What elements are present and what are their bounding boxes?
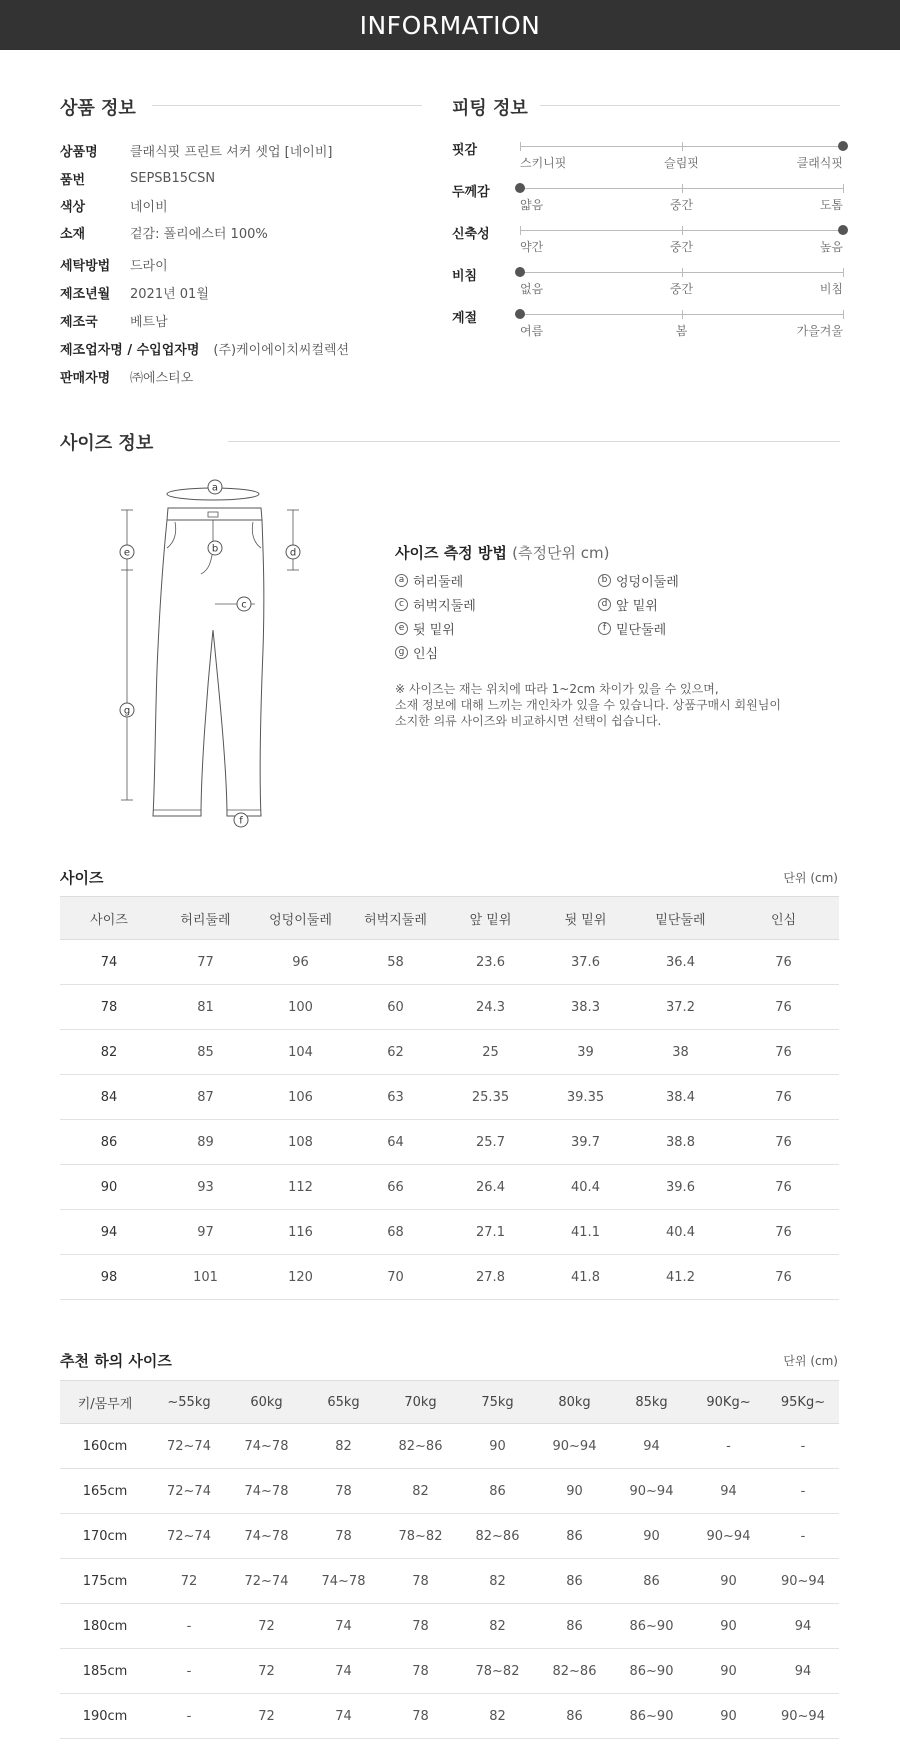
column-header: 뒷 밑위 <box>538 897 633 940</box>
table-cell: 165cm <box>60 1469 150 1514</box>
table-cell: 94 <box>60 1210 158 1255</box>
table-cell: 82 <box>305 1424 382 1469</box>
table-cell: 39.35 <box>538 1075 633 1120</box>
table-cell: 78 <box>382 1649 459 1694</box>
product-info-row <box>60 338 349 358</box>
size-info-title: 사이즈 정보 <box>60 433 154 454</box>
table-cell: 86~90 <box>613 1694 690 1739</box>
table-cell: 40.4 <box>538 1165 633 1210</box>
table-cell: 98 <box>60 1255 158 1300</box>
column-header: 75kg <box>459 1381 536 1424</box>
table-cell: 82 <box>459 1559 536 1604</box>
table-cell: 90 <box>690 1604 767 1649</box>
table-cell: - <box>767 1469 839 1514</box>
table-cell: 78 <box>60 985 158 1030</box>
measure-item-b <box>598 571 679 590</box>
table-cell: 74 <box>60 940 158 985</box>
column-header: 사이즈 <box>60 897 158 940</box>
product-info-value: 네이비 <box>130 199 168 215</box>
table-cell: 86~90 <box>613 1649 690 1694</box>
note-line: 소지한 의류 사이즈와 비교하시면 선택이 쉽습니다. <box>395 714 662 728</box>
table-cell: 86 <box>536 1514 613 1559</box>
marker-a <box>208 480 222 494</box>
product-info-value: SEPSB15CSN <box>130 170 216 186</box>
fitting-track <box>520 314 843 315</box>
product-info-label: 제조업자명 / 수입업자명 <box>60 342 200 358</box>
table-row <box>60 1694 839 1739</box>
table-cell: 72~74 <box>150 1514 228 1559</box>
table-cell: 72 <box>228 1649 305 1694</box>
table-cell: 78 <box>305 1469 382 1514</box>
table-cell: 96 <box>253 940 348 985</box>
column-header: 65kg <box>305 1381 382 1424</box>
fitting-option-label: 스키니핏 <box>520 156 567 170</box>
column-header: 앞 밑위 <box>443 897 538 940</box>
table-cell: 41.2 <box>633 1255 728 1300</box>
table-cell: 100 <box>253 985 348 1030</box>
table-cell: 78 <box>382 1604 459 1649</box>
table-cell: 74 <box>305 1694 382 1739</box>
table-cell: - <box>150 1649 228 1694</box>
table-cell: 25.35 <box>443 1075 538 1120</box>
table-cell: 90 <box>536 1469 613 1514</box>
measure-item-g <box>395 643 438 662</box>
product-info-value: 클래식핏 프린트 셔커 셋업 [네이비] <box>130 144 333 160</box>
measure-label: 밑단둘레 <box>616 623 667 638</box>
rec-table-unit: 단위 (cm) <box>783 1354 838 1368</box>
measure-item-d <box>598 595 658 614</box>
table-cell: 60 <box>348 985 443 1030</box>
fitting-tick <box>843 268 844 277</box>
column-header: ~55kg <box>150 1381 228 1424</box>
table-cell: 78 <box>305 1514 382 1559</box>
table-row <box>60 1255 839 1300</box>
pants-diagram <box>115 470 315 840</box>
product-info-divider <box>152 105 422 106</box>
table-cell: 72 <box>228 1604 305 1649</box>
table-cell: 82~86 <box>382 1424 459 1469</box>
fitting-option-label: 중간 <box>669 282 694 296</box>
marker-b-label: b <box>211 543 219 555</box>
table-cell: 106 <box>253 1075 348 1120</box>
product-info-value: 드라이 <box>130 258 168 274</box>
table-cell: 90 <box>459 1424 536 1469</box>
fitting-track <box>520 230 843 231</box>
table-row <box>60 985 839 1030</box>
fitting-option-label: 약간 <box>520 240 544 254</box>
table-row <box>60 940 839 985</box>
fitting-track <box>520 146 843 147</box>
fitting-level-marker <box>515 309 525 319</box>
column-header: 70kg <box>382 1381 459 1424</box>
measure-label: 엉덩이둘레 <box>616 575 679 590</box>
table-cell: 90 <box>690 1649 767 1694</box>
table-cell: 94 <box>690 1469 767 1514</box>
table-cell: 82~86 <box>459 1514 536 1559</box>
marker-a-label: a <box>211 482 219 494</box>
table-cell: 36.4 <box>633 940 728 985</box>
measure-title <box>395 542 609 563</box>
column-header: 60kg <box>228 1381 305 1424</box>
table-cell: 37.6 <box>538 940 633 985</box>
fitting-option-label: 클래식핏 <box>796 156 843 170</box>
table-cell: 38.8 <box>633 1120 728 1165</box>
table-cell: 86 <box>536 1559 613 1604</box>
marker-c <box>237 597 251 611</box>
table-cell: 68 <box>348 1210 443 1255</box>
product-info-row <box>60 195 168 215</box>
fitting-label: 비침 <box>452 269 478 284</box>
product-info-title: 상품 정보 <box>60 98 136 119</box>
size-table-header-row <box>60 897 839 940</box>
table-cell: 74~78 <box>305 1559 382 1604</box>
table-cell: 39 <box>538 1030 633 1075</box>
product-info-label: 제조년월 <box>60 286 111 302</box>
table-cell: 58 <box>348 940 443 985</box>
marker-g-label: g <box>123 705 131 717</box>
product-info-row <box>60 222 268 242</box>
table-cell: 72~74 <box>228 1559 305 1604</box>
table-row <box>60 1469 839 1514</box>
table-cell: 86~90 <box>613 1604 690 1649</box>
table-cell: 78 <box>382 1694 459 1739</box>
table-cell: 74~78 <box>228 1469 305 1514</box>
table-cell: 90 <box>613 1514 690 1559</box>
table-cell: 26.4 <box>443 1165 538 1210</box>
table-cell: 82 <box>459 1604 536 1649</box>
table-cell: 66 <box>348 1165 443 1210</box>
column-header: 인심 <box>728 897 839 940</box>
table-row <box>60 1165 839 1210</box>
table-cell: 94 <box>767 1604 839 1649</box>
table-cell: 37.2 <box>633 985 728 1030</box>
table-cell: 76 <box>728 940 839 985</box>
table-cell: 97 <box>158 1210 253 1255</box>
product-info-label: 상품명 <box>60 144 98 160</box>
table-cell: 72~74 <box>150 1424 228 1469</box>
table-cell: - <box>767 1514 839 1559</box>
table-row <box>60 1604 839 1649</box>
fitting-level-marker <box>838 225 848 235</box>
table-cell: 72~74 <box>150 1469 228 1514</box>
product-info-value: 겉감: 폴리에스터 100% <box>130 226 268 242</box>
fitting-option-label: 가을겨울 <box>796 324 843 338</box>
table-cell: 38.3 <box>538 985 633 1030</box>
table-cell: 90~94 <box>690 1514 767 1559</box>
measure-label: 앞 밑위 <box>616 599 658 614</box>
table-cell: - <box>690 1424 767 1469</box>
fitting-option-label: 높음 <box>819 240 843 254</box>
table-cell: 76 <box>728 1210 839 1255</box>
measure-item-c <box>395 595 476 614</box>
fitting-option-label: 도톰 <box>819 198 843 212</box>
table-cell: 86 <box>613 1559 690 1604</box>
table-cell: 185cm <box>60 1649 150 1694</box>
table-cell: 104 <box>253 1030 348 1075</box>
table-cell: 101 <box>158 1255 253 1300</box>
table-row <box>60 1210 839 1255</box>
fitting-tick <box>520 226 521 235</box>
fitting-option-label: 비침 <box>819 282 843 296</box>
table-cell: 72 <box>228 1694 305 1739</box>
table-cell: 38.4 <box>633 1075 728 1120</box>
table-cell: - <box>150 1604 228 1649</box>
fitting-track <box>520 272 843 273</box>
table-cell: 76 <box>728 985 839 1030</box>
measure-marker: g <box>395 646 408 659</box>
table-cell: 112 <box>253 1165 348 1210</box>
marker-c-label: c <box>241 599 247 611</box>
table-cell: 108 <box>253 1120 348 1165</box>
table-cell: 90~94 <box>536 1424 613 1469</box>
table-cell: 90~94 <box>613 1469 690 1514</box>
fitting-level-marker <box>838 141 848 151</box>
table-cell: 39.7 <box>538 1120 633 1165</box>
column-header: 엉덩이둘레 <box>253 897 348 940</box>
size-info-divider <box>228 441 840 442</box>
table-cell: 90 <box>690 1694 767 1739</box>
measure-item-e <box>395 619 455 638</box>
product-info-value: (주)케이에이치씨컬렉션 <box>213 342 350 358</box>
table-cell: 63 <box>348 1075 443 1120</box>
table-cell: 78~82 <box>382 1514 459 1559</box>
table-cell: 38 <box>633 1030 728 1075</box>
measure-item-f <box>598 619 666 638</box>
table-cell: 76 <box>728 1030 839 1075</box>
column-header: 95Kg~ <box>767 1381 839 1424</box>
table-cell: - <box>767 1424 839 1469</box>
product-info-label: 색상 <box>60 199 86 215</box>
table-cell: 86 <box>459 1469 536 1514</box>
table-cell: 82 <box>382 1469 459 1514</box>
table-cell: 77 <box>158 940 253 985</box>
table-cell: 27.8 <box>443 1255 538 1300</box>
table-cell: 23.6 <box>443 940 538 985</box>
table-cell: 82~86 <box>536 1649 613 1694</box>
column-header: 허벅지둘레 <box>348 897 443 940</box>
measure-label: 인심 <box>413 647 439 662</box>
rec-table-header-row <box>60 1381 839 1424</box>
table-cell: 40.4 <box>633 1210 728 1255</box>
table-row <box>60 1514 839 1559</box>
measure-marker: e <box>395 622 408 635</box>
fitting-tick <box>520 142 521 151</box>
size-table-unit: 단위 (cm) <box>783 871 838 885</box>
product-info-row <box>60 254 168 274</box>
table-cell: 86 <box>536 1694 613 1739</box>
marker-d <box>286 545 300 559</box>
table-cell: 180cm <box>60 1604 150 1649</box>
table-cell: 82 <box>459 1694 536 1739</box>
fitting-info-title: 피팅 정보 <box>452 98 528 119</box>
table-cell: 170cm <box>60 1514 150 1559</box>
fitting-label: 핏감 <box>452 143 478 158</box>
product-info-value: ㈜에스티오 <box>130 370 194 386</box>
table-cell: 90 <box>60 1165 158 1210</box>
measure-label: 뒷 밑위 <box>413 623 455 638</box>
column-header: 밑단둘레 <box>633 897 728 940</box>
fitting-option-label: 없음 <box>520 282 544 296</box>
measure-marker: b <box>598 574 611 587</box>
pants-outline <box>153 520 264 816</box>
table-cell: 82 <box>60 1030 158 1075</box>
marker-d-label: d <box>289 547 297 559</box>
marker-g <box>120 703 134 717</box>
table-cell: 41.1 <box>538 1210 633 1255</box>
measure-marker: a <box>395 574 408 587</box>
product-info-row <box>60 282 209 302</box>
fitting-tick <box>682 310 683 319</box>
table-cell: 76 <box>728 1165 839 1210</box>
table-cell: 93 <box>158 1165 253 1210</box>
table-cell: 41.8 <box>538 1255 633 1300</box>
table-cell: 70 <box>348 1255 443 1300</box>
product-info-label: 판매자명 <box>60 370 111 386</box>
column-header: 80kg <box>536 1381 613 1424</box>
fitting-info-divider <box>540 105 840 106</box>
fitting-option-label: 슬림핏 <box>664 156 699 170</box>
table-cell: 85 <box>158 1030 253 1075</box>
table-cell: 81 <box>158 985 253 1030</box>
product-info-value: 베트남 <box>130 314 168 330</box>
table-cell: 24.3 <box>443 985 538 1030</box>
table-row <box>60 1030 839 1075</box>
table-cell: 87 <box>158 1075 253 1120</box>
table-row <box>60 1559 839 1604</box>
fitting-option-label: 얇음 <box>520 198 544 212</box>
fitting-option-label: 봄 <box>675 324 688 338</box>
measure-label: 허리둘레 <box>413 575 464 590</box>
fitting-option-label: 중간 <box>669 198 694 212</box>
measure-unit: (측정단위 cm) <box>512 544 610 562</box>
fitting-label: 두께감 <box>452 185 490 200</box>
fitting-tick <box>682 268 683 277</box>
fitting-tick <box>682 226 683 235</box>
fitting-tick <box>682 184 683 193</box>
measure-marker: d <box>598 598 611 611</box>
fitting-level-marker <box>515 267 525 277</box>
table-cell: 74 <box>305 1649 382 1694</box>
table-cell: 94 <box>767 1649 839 1694</box>
product-info-value: 2021년 01월 <box>130 286 209 302</box>
fitting-level-marker <box>515 183 525 193</box>
measure-label: 허벅지둘레 <box>413 599 476 614</box>
table-cell: 160cm <box>60 1424 150 1469</box>
product-info-row <box>60 140 333 160</box>
fitting-label: 계절 <box>452 311 478 326</box>
table-cell: 90~94 <box>767 1559 839 1604</box>
table-row <box>60 1424 839 1469</box>
fitting-tick <box>843 184 844 193</box>
marker-e <box>120 545 134 559</box>
header-title: INFORMATION <box>359 10 541 40</box>
table-cell: 89 <box>158 1120 253 1165</box>
table-cell: 64 <box>348 1120 443 1165</box>
table-cell: 27.1 <box>443 1210 538 1255</box>
table-cell: 90 <box>690 1559 767 1604</box>
product-info-label: 품번 <box>60 172 86 188</box>
column-header: 키/몸무게 <box>60 1381 150 1424</box>
recommended-size-table <box>60 1380 839 1739</box>
column-header: 허리둘레 <box>158 897 253 940</box>
product-info-row <box>60 366 193 386</box>
fitting-track <box>520 188 843 189</box>
table-cell: 74~78 <box>228 1424 305 1469</box>
marker-f <box>234 813 248 827</box>
table-cell: 84 <box>60 1075 158 1120</box>
product-info-row <box>60 168 215 188</box>
marker-f-label: f <box>239 815 243 827</box>
note-line: ※ 사이즈는 재는 위치에 따라 1~2cm 차이가 있을 수 있으며, <box>395 682 719 696</box>
table-cell: 190cm <box>60 1694 150 1739</box>
marker-e-label: e <box>123 547 131 559</box>
table-cell: 39.6 <box>633 1165 728 1210</box>
size-table <box>60 896 839 1300</box>
measure-marker: c <box>395 598 408 611</box>
table-row <box>60 1120 839 1165</box>
fitting-option-label: 여름 <box>520 324 544 338</box>
table-cell: 90~94 <box>767 1694 839 1739</box>
note-line: 소재 정보에 대해 느끼는 개인차가 있을 수 있습니다. 상품구매시 회원님이 <box>395 698 781 712</box>
fitting-tick <box>843 310 844 319</box>
rec-table-title: 추천 하의 사이즈 <box>60 1352 172 1370</box>
product-info-label: 소재 <box>60 226 86 242</box>
marker-b <box>208 541 222 555</box>
table-cell: - <box>150 1694 228 1739</box>
size-table-title: 사이즈 <box>60 869 104 887</box>
table-cell: 72 <box>150 1559 228 1604</box>
table-cell: 74~78 <box>228 1514 305 1559</box>
table-cell: 25.7 <box>443 1120 538 1165</box>
table-cell: 86 <box>60 1120 158 1165</box>
product-info-label: 세탁방법 <box>60 258 111 274</box>
size-note <box>395 681 795 729</box>
info-header <box>0 0 900 50</box>
table-cell: 76 <box>728 1255 839 1300</box>
measure-marker: f <box>598 622 611 635</box>
table-cell: 94 <box>613 1424 690 1469</box>
product-info-row <box>60 310 168 330</box>
measure-item-a <box>395 571 463 590</box>
table-cell: 86 <box>536 1604 613 1649</box>
column-header: 90Kg~ <box>690 1381 767 1424</box>
fitting-label: 신축성 <box>452 227 490 242</box>
fitting-option-label: 중간 <box>669 240 694 254</box>
table-row <box>60 1649 839 1694</box>
table-row <box>60 1075 839 1120</box>
product-info-label: 제조국 <box>60 314 98 330</box>
table-cell: 116 <box>253 1210 348 1255</box>
table-cell: 76 <box>728 1075 839 1120</box>
table-cell: 62 <box>348 1030 443 1075</box>
table-cell: 120 <box>253 1255 348 1300</box>
table-cell: 78~82 <box>459 1649 536 1694</box>
table-cell: 78 <box>382 1559 459 1604</box>
table-cell: 76 <box>728 1120 839 1165</box>
column-header: 85kg <box>613 1381 690 1424</box>
table-cell: 175cm <box>60 1559 150 1604</box>
measure-title-text: 사이즈 측정 방법 <box>395 544 507 562</box>
table-cell: 74 <box>305 1604 382 1649</box>
fitting-tick <box>682 142 683 151</box>
table-cell: 25 <box>443 1030 538 1075</box>
